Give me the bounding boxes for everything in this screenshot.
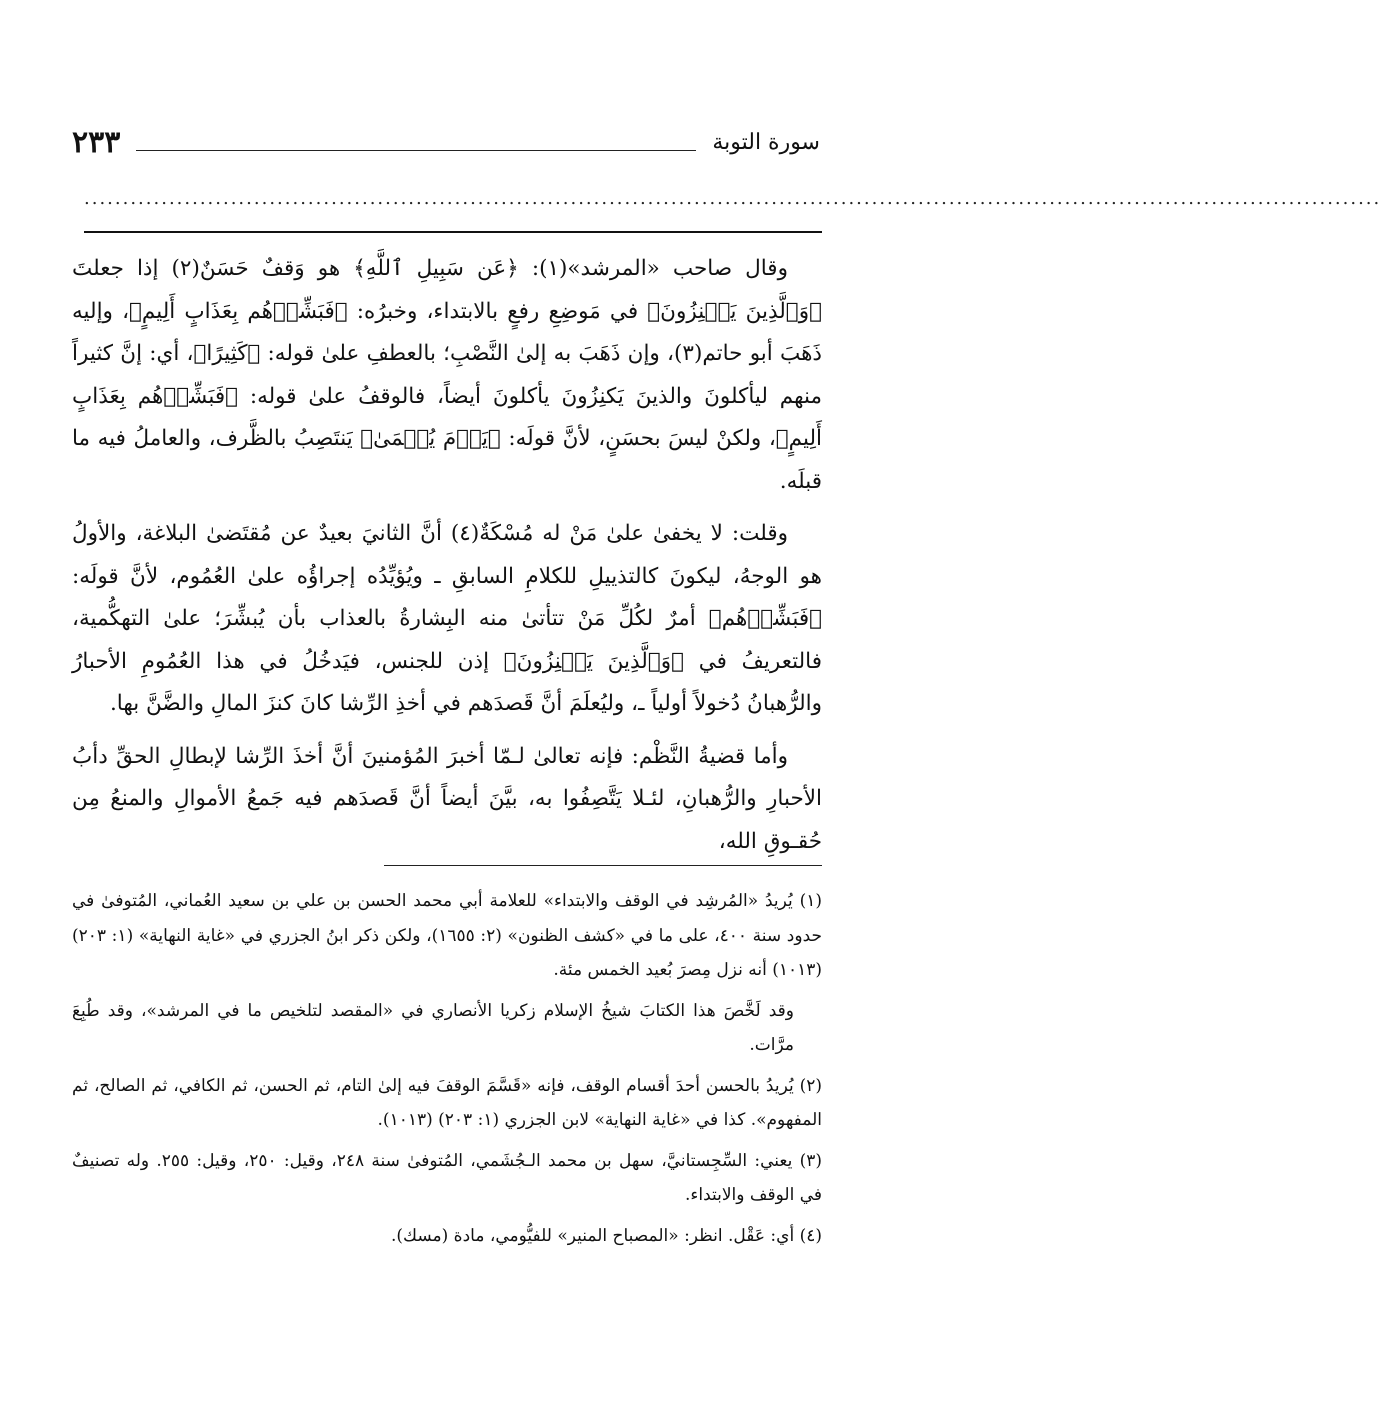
paragraph: وقال صاحب «المرشد»(١): ﴿عَن سَبِيلِ ٱللَّهِ﴾ هو وَقفٌ حَسَنٌ(٢) إذا جعلتَ ﴿وَٱلَّذِينَ يَكۡنِزُونَ﴾ في مَوضِعِ رفعٍ بالابتداء، وخبرُه: ﴿فَبَشِّرۡهُم بِعَذَابٍ أَلِيمٍ﴾، وإليه ذَهَبَ أبو حاتم(٣)، وإن ذَهَبَ به إلىٰ النَّصْبِ؛ بالعطفِ علىٰ قوله: ﴿كَثِيرًا﴾، أي: إنَّ كثيراً منهم ليأكلونَ والذينَ يَكنِزُونَ يأكلونَ أيضاً، فالوقفُ علىٰ قوله: ﴿فَبَشِّرۡهُم بِعَذَابٍ أَلِيمٍ﴾، ولكنْ ليسَ بحسَنٍ، لأنَّ قولَه: ﴿يَوۡمَ يُحۡمَىٰ﴾ يَنتَصِبُ بالظَّرف، والعاملُ فيه ما قبلَه. — [72, 256, 823, 494]
separator-dots: ........................................................................................................................................................................ — [84, 188, 1381, 209]
footnotes — [72, 884, 822, 1259]
footnote: (٤) أي: عَقْل. انظر: «المصباح المنير» للفيُّومي، مادة (مسك). — [391, 1225, 822, 1246]
top-divider — [84, 231, 822, 233]
paragraph: وقلت: لا يخفىٰ علىٰ مَنْ له مُسْكَةٌ(٤) أنَّ الثانيَ بعيدٌ عن مُقتَضىٰ البلاغة، والأولُ هو الوجهُ، ليكونَ كالتذييلِ للكلامِ السابقِ ـ ويُؤيِّدُه إجراؤُه علىٰ العُمُوم، لأنَّ قولَه: ﴿فَبَشِّرۡهُم﴾ أمرٌ لكُلِّ مَنْ تتأتىٰ منه البِشارةُ بالعذاب بأن يُبشِّرَ؛ علىٰ التهكُّمية، فالتعريفُ في ﴿وَٱلَّذِينَ يَكۡنِزُونَ﴾ إذن للجنس، فيَدخُلُ في هذا العُمُومِ الأحبارُ والرُّهبانُ دُخولاً أولياً ـ، وليُعلَمَ أنَّ قَصدَهم في أخذِ الرِّشا كانَ كنزَ المالِ والضَّنَّ بها. — [72, 521, 822, 716]
footnote: (٢) يُريدُ بالحسن أحدَ أقسام الوقف، فإنه «قَسَّمَ الوقفَ فيه إلىٰ التام، ثم الحسن، ثم الكافي، ثم الصالح، ثم المفهوم». كذا في «غاية النهاية» لابن الجزري (١: ٢٠٣) (١٠١٣). — [72, 1075, 822, 1130]
footnote-divider — [384, 865, 822, 866]
footnote: (٣) يعني: السِّجِستانيَّ، سهل بن محمد الـجُشَمي، المُتوفىٰ سنة ٢٤٨، وقيل: ٢٥٠، وقيل: ٢٥٥. وله تصنيفٌ في الوقف والابتداء. — [72, 1150, 823, 1205]
page-number: ٢٣٣ — [72, 124, 121, 160]
header-rule — [136, 150, 696, 151]
footnote-continuation: وقد لَخَّصَ هذا الكتابَ شيخُ الإسلام زكريا الأنصاري في «المقصد لتلخيص ما في المرشد»، وقد طُبِعَ مرَّات. — [72, 1000, 794, 1055]
main-text — [72, 248, 822, 873]
paragraph: وأما قضيةُ النَّظْم: فإنه تعالىٰ لـمّا أخبرَ المُؤمنينَ أنَّ أخذَ الرِّشا لإبطالِ الحقِّ دأبُ الأحبارِ والرُّهبانِ، لئـلا يَتَّصِفُوا به، بيَّنَ أيضاً أنَّ قَصدَهم فيه جَمعُ الأموالِ والمنعُ مِن حُقـوقِ الله، — [72, 743, 822, 854]
running-header — [72, 118, 820, 166]
surah-title: سورة التوبة — [712, 129, 820, 155]
footnote: (١) يُريدُ «المُرشِد في الوقف والابتداء» للعلامة أبي محمد الحسن بن علي بن سعيد العُماني، المُتوفىٰ في حدود سنة ٤٠٠، على ما في «كشف الظنون» (٢: ١٦٥٥)، ولكن ذكر ابنُ الجزري في «غاية النهاية» (١: ٢٠٣) (١٠١٣) أنه نزل مِصرَ بُعيد الخمس مئة. — [72, 891, 823, 980]
